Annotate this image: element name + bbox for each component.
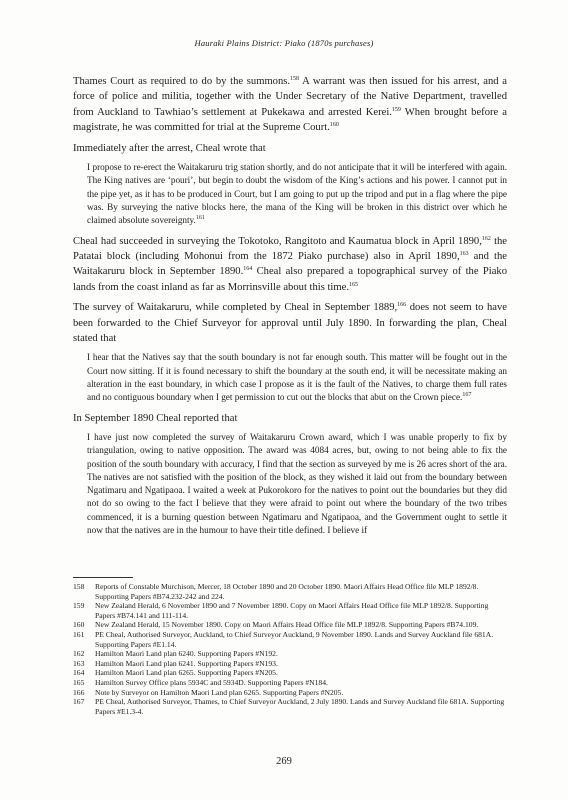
text: I propose to re-erect the Waitakaruru trig station shortly, and do not anticipate that it will be interfered with again. The King natives are ‘pouri’, but begin to doubt the wisdom of the King’s actions and his power. I cannot put in the pipe yet, as it has to be produced in Court, but I am going to put up the tripod and put in a flag where the pipe was. By surveying the native blocks here, the mana of the King will be broken in this district over which he claimed absolute sovereignty. <box>87 162 507 226</box>
footnote <box>73 668 507 678</box>
text: Cheal also prepared a topographical survey of the Piako lands from the coast inland as far as Morrinsville about this time. <box>73 266 507 293</box>
footnote-ref[interactable]: 163 <box>459 250 469 257</box>
footnote <box>73 678 507 688</box>
footnote-text: Hamilton Maori Land plan 6240. Supporting Papers #N192. <box>95 649 278 659</box>
footnote-number: 166 <box>73 687 85 697</box>
body-text <box>73 74 507 543</box>
footnote-text: New Zealand Herald, 15 November 1890. Copy on Maori Affairs Head Office file MLP 1892/8. Supporting Papers #B74.109. <box>95 620 479 630</box>
footnote-ref[interactable]: 159 <box>391 106 401 113</box>
footnote <box>73 630 507 649</box>
running-header: Hauraki Plains District: Piako (1870s purchases) <box>194 38 374 48</box>
text: I hear that the Natives say that the south boundary is not far enough south. This matter will be fought out in the Court now sitting. If it is found necessary to shift the boundary at the south end, it will be necessitate making an alteration in the east boundary, in which case I propose as it is the fault of the Natives, to charge them full rates and no contiguous boundary when I get permission to cut out the blocks that abut on the Crown piece. <box>87 352 507 403</box>
footnote-ref[interactable]: 166 <box>397 302 407 309</box>
text: does not seem to have been forwarded to the Chief Surveyor for approval until July 1890. In forwarding the plan, Cheal stated that <box>73 302 507 344</box>
footnote-number: 163 <box>73 658 85 668</box>
footnote <box>73 582 507 601</box>
paragraph-1 <box>73 74 507 136</box>
text: A warrant was then issued for his arrest, and a force of police and militia, together with the Under Secretary of the Native Department, travelled from Auckland to Tawhiao’s settlement at Pukekawa and arrested Kerei. <box>73 76 507 118</box>
footnote-number: 160 <box>73 620 85 630</box>
footnote <box>73 620 507 630</box>
footnote-divider <box>73 577 133 578</box>
footnotes <box>73 582 507 716</box>
footnote-number: 167 <box>73 697 85 707</box>
text: Cheal had succeeded in surveying the Tokotoko, Rangitoto and Kaumatua block in April 1890, <box>73 235 482 247</box>
footnote-text: PE Cheal, Authorised Surveyor, Auckland, to Chief Surveyor Auckland, 9 November 1890. Lands and Survey Auckland file 681A. Supporting Papers #E1.14. <box>95 629 494 649</box>
footnote-ref[interactable]: 164 <box>243 266 253 273</box>
text: When brought before a magistrate, he was committed for trial at the Supreme Court. <box>73 106 507 134</box>
block-quote-3 <box>87 431 507 537</box>
text: I have just now completed the survey of Waitakaruru Crown award, which I was unable properly to fix by triangulation, owing to native opposition. The award was 4084 acres, but, owing to not being able to fix the position of the south boundary with accuracy, I find that the section as surveyed by me is 26 acres short of the ara. The natives are not satisfied with the position of the block, as they wished it laid out from the boundary between Ngatimaru and Ngatipaoa. I waited a week at Pukorokoro for the natives to point out the boundaries but they did not do so owing to the fact I believe that they were afraid to point out where the boundary of the two tribes commenced, it is a burning question between Ngatimaru and Ngatipaoa, and the Government ought to settle it now that the natives are in the humour to have their title defined. I believe if <box>87 431 507 536</box>
footnote-number: 164 <box>73 668 85 678</box>
footnote-ref[interactable]: 165 <box>348 281 358 288</box>
paragraph-2 <box>73 141 507 156</box>
footnote-number: 165 <box>73 677 85 687</box>
footnote-ref[interactable]: 162 <box>481 235 491 242</box>
text: The survey of Waitakaruru, while completed by Cheal in September 1889, <box>73 302 398 314</box>
block-quote-1 <box>87 161 507 227</box>
footnote-text: New Zealand Herald, 6 November 1890 and 7 November 1890. Copy on Maori Affairs Head Office file MLP 1892/8. Supporting Papers #B74.141 and 111-114. <box>95 601 489 620</box>
footnote-ref[interactable]: 160 <box>329 122 339 129</box>
footnote-text: Reports of Constable Murchison, Mercer, 18 October 1890 and 20 October 1890. Maori Affairs Head Office file MLP 1892/8. Supporting Papers #B74.232-242 and 224. <box>95 582 479 601</box>
footnote-number: 162 <box>73 649 85 659</box>
footnote <box>73 601 507 620</box>
footnote-ref[interactable]: 161 <box>195 215 205 222</box>
footnote <box>73 649 507 659</box>
text: and the Waitakaruru block in September 1890. <box>73 250 507 278</box>
footnote <box>73 688 507 698</box>
text: Immediately after the arrest, Cheal wrote that <box>73 142 266 154</box>
footnote <box>73 659 507 669</box>
footnote-number: 159 <box>73 601 85 611</box>
paragraph-3 <box>73 234 507 296</box>
text: the Patatai block (including Mohonui from the 1872 Piako purchase) also in April 1890, <box>73 235 508 262</box>
footnote-number: 161 <box>73 629 85 639</box>
paragraph-4 <box>73 300 507 346</box>
footnote <box>73 697 507 716</box>
footnote-text: PE Cheal, Authorised Surveyor, Thames, to Chief Surveyor Auckland, 2 July 1890. Lands and Survey Auckland file 681A. Supporting Papers #E1.3-4. <box>95 697 505 716</box>
footnote-ref[interactable]: 167 <box>462 392 472 399</box>
footnote-number: 158 <box>73 582 85 591</box>
footnote-ref[interactable]: 158 <box>290 76 300 82</box>
footnote-text: Hamilton Survey Office plans 5934C and 5934D. Supporting Papers #N184. <box>95 677 328 687</box>
paragraph-5 <box>73 411 507 426</box>
text: Thames Court as required to do by the summons. <box>73 76 291 87</box>
text: In September 1890 Cheal reported that <box>73 412 238 424</box>
block-quote-2 <box>87 351 507 404</box>
page-number: 269 <box>276 756 292 767</box>
footnote-text: Hamilton Maori Land plan 6265. Supporting Papers #N205. <box>95 668 278 678</box>
footnote-text: Note by Surveyor on Hamilton Maori Land plan 6265. Supporting Papers #N205. <box>95 687 344 697</box>
footnote-text: Hamilton Maori Land plan 6241. Supporting Papers #N193. <box>95 658 278 668</box>
